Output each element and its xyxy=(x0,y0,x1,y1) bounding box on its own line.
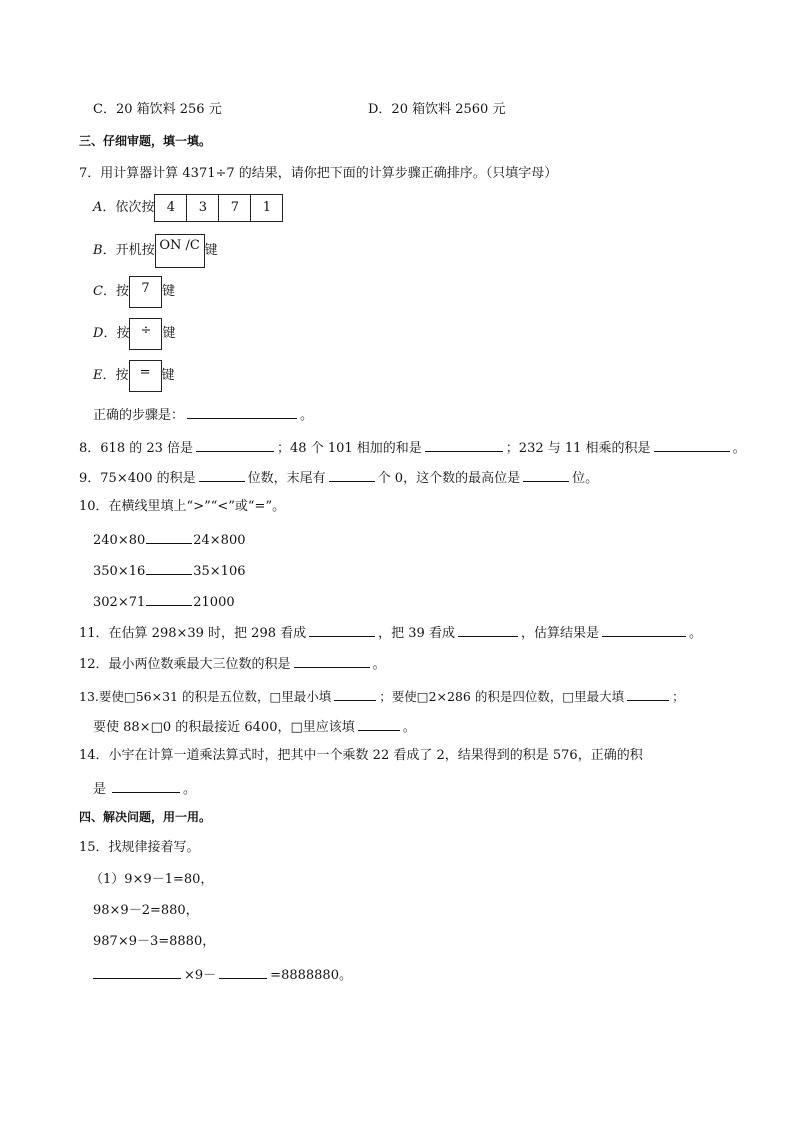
q11-blank-3[interactable] xyxy=(602,622,686,637)
q7-d-label: D xyxy=(93,326,104,341)
q9-line xyxy=(79,467,598,488)
q9-blank-3[interactable] xyxy=(523,467,569,482)
q9-p2: 位数，末尾有 xyxy=(247,471,326,486)
section-4-title: 四、解决问题，用一用。 xyxy=(79,810,212,824)
q10-left: 302×71 xyxy=(93,595,146,610)
q10-blank[interactable] xyxy=(146,560,192,575)
q12-p1: 12．最小两位数乘最大三位数的积是 xyxy=(79,657,291,672)
section-3-title: 三、仔细审题，填一填。 xyxy=(79,134,212,148)
q7-option-e xyxy=(93,360,175,392)
q13-p2: ；要使□2×286 的积是四位数，□里最大填 xyxy=(379,689,625,704)
q8-blank-2[interactable] xyxy=(425,437,503,452)
q15-line-2: 98×9－2=880， xyxy=(93,903,199,918)
q7-b-text: ．开机按 xyxy=(102,243,155,258)
q7-b-label: B xyxy=(93,243,103,258)
q7-e-suffix: 键 xyxy=(161,368,175,383)
q10-row-1 xyxy=(93,529,246,550)
q8-line xyxy=(79,437,746,458)
q10-row-2 xyxy=(93,560,246,581)
q7-b-suffix: 键 xyxy=(204,243,218,258)
q9-p4: 位。 xyxy=(572,471,599,486)
q11-line xyxy=(79,622,702,643)
q10-stem: 10．在横线里填上“>”“<”或“=”。 xyxy=(79,499,286,514)
q14-p3: 。 xyxy=(183,782,197,797)
q13-p5: 。 xyxy=(402,720,416,735)
q7-option-d xyxy=(93,318,175,350)
q10-left: 350×16 xyxy=(93,564,146,579)
q7-c-text: ．按 xyxy=(102,284,129,299)
q10-right: 21000 xyxy=(193,595,235,610)
q14-blank[interactable] xyxy=(112,778,180,793)
q11-blank-1[interactable] xyxy=(309,622,375,637)
q7-c-label: C xyxy=(93,284,103,299)
q11-p4: 。 xyxy=(688,626,702,641)
q7-c-suffix: 键 xyxy=(161,284,175,299)
q7-option-b xyxy=(93,234,218,268)
q7-answer-line xyxy=(93,404,313,425)
q12-p2: 。 xyxy=(372,657,386,672)
option-c: C．20 箱饮料 256 元 xyxy=(93,102,222,117)
q7-option-a xyxy=(93,194,283,222)
q9-blank-2[interactable] xyxy=(329,467,375,482)
q7-stem: 7．用计算器计算 4371÷7 的结果，请你把下面的计算步骤正确排序。（只填字母） xyxy=(79,166,558,181)
calc-key-divide: ÷ xyxy=(129,318,162,350)
q15-blank-2[interactable] xyxy=(219,964,267,979)
q15-line-4 xyxy=(93,964,352,985)
q15-blank-1[interactable] xyxy=(93,964,181,979)
calc-key-1: 1 xyxy=(250,194,283,222)
q10-blank[interactable] xyxy=(146,591,192,606)
q10-blank[interactable] xyxy=(146,529,192,544)
q12-line xyxy=(79,653,386,674)
calc-key-7-single: 7 xyxy=(129,276,162,308)
q9-p1: 9．75×400 的积是 xyxy=(79,471,196,486)
q8-blank-3[interactable] xyxy=(654,437,730,452)
calc-key-equals: = xyxy=(129,360,162,392)
q15-line-1: （1）9×9－1=80， xyxy=(90,872,214,887)
calc-key-on-c: ON /C xyxy=(155,234,205,268)
q15-last-end: =8888880。 xyxy=(270,968,352,983)
q7-d-suffix: 键 xyxy=(162,326,176,341)
q14-line-2 xyxy=(93,778,196,799)
q7-a-key-group xyxy=(154,194,283,222)
q11-p3: ，估算结果是 xyxy=(520,626,599,641)
q10-left: 240×80 xyxy=(93,533,146,548)
q7-answer-suffix: 。 xyxy=(300,408,314,423)
q15-line-3: 987×9－3=8880， xyxy=(93,934,216,949)
q14-line-1: 14．小宇在计算一道乘法算式时，把其中一个乘数 22 看成了 2，结果得到的积是 576，正确的积 xyxy=(79,748,643,763)
q11-p1: 11．在估算 298×39 时，把 298 看成 xyxy=(79,626,307,641)
q13-line-1 xyxy=(79,686,685,706)
q13-p3: ； xyxy=(672,689,685,704)
q7-a-label: A xyxy=(93,200,103,215)
q13-line-2 xyxy=(93,716,416,737)
q7-e-label: E xyxy=(93,368,103,383)
q13-p1: 13.要使□56×31 的积是五位数，□里最小填 xyxy=(79,689,332,704)
q13-p4: 要使 88×□0 的积最接近 6400，□里应该填 xyxy=(93,720,355,735)
q8-p4: 。 xyxy=(732,441,746,456)
q10-right: 24×800 xyxy=(193,533,246,548)
q8-p1: 8．618 的 23 倍是 xyxy=(79,441,194,456)
q10-row-3 xyxy=(93,591,235,612)
q7-d-text: ．按 xyxy=(103,326,130,341)
q8-p3: ；232 与 11 相乘的积是 xyxy=(505,441,651,456)
q14-p2: 是 xyxy=(93,782,107,797)
q7-option-c xyxy=(93,276,175,308)
q9-p3: 个 0，这个数的最高位是 xyxy=(377,471,521,486)
q13-blank-2[interactable] xyxy=(627,686,669,701)
q15-stem: 15．找规律接着写。 xyxy=(79,840,200,855)
q12-blank[interactable] xyxy=(294,653,370,668)
q13-blank-1[interactable] xyxy=(334,686,376,701)
q10-right: 35×106 xyxy=(193,564,246,579)
q7-answer-blank[interactable] xyxy=(187,404,297,419)
q7-a-text: ．依次按 xyxy=(102,200,155,215)
q8-blank-1[interactable] xyxy=(196,437,274,452)
q15-last-mid: ×9－ xyxy=(184,968,217,983)
option-d: D．20 箱饮料 2560 元 xyxy=(368,102,506,117)
calc-key-7: 7 xyxy=(218,194,251,222)
calc-key-3: 3 xyxy=(186,194,219,222)
q11-p2: ，把 39 看成 xyxy=(378,626,455,641)
calc-key-4: 4 xyxy=(154,194,187,222)
q8-p2: ；48 个 101 相加的和是 xyxy=(277,441,422,456)
q9-blank-1[interactable] xyxy=(199,467,245,482)
q7-answer-prefix: 正确的步骤是： xyxy=(93,408,185,423)
q13-blank-3[interactable] xyxy=(358,716,400,731)
q7-e-text: ．按 xyxy=(102,368,129,383)
q11-blank-2[interactable] xyxy=(458,622,518,637)
